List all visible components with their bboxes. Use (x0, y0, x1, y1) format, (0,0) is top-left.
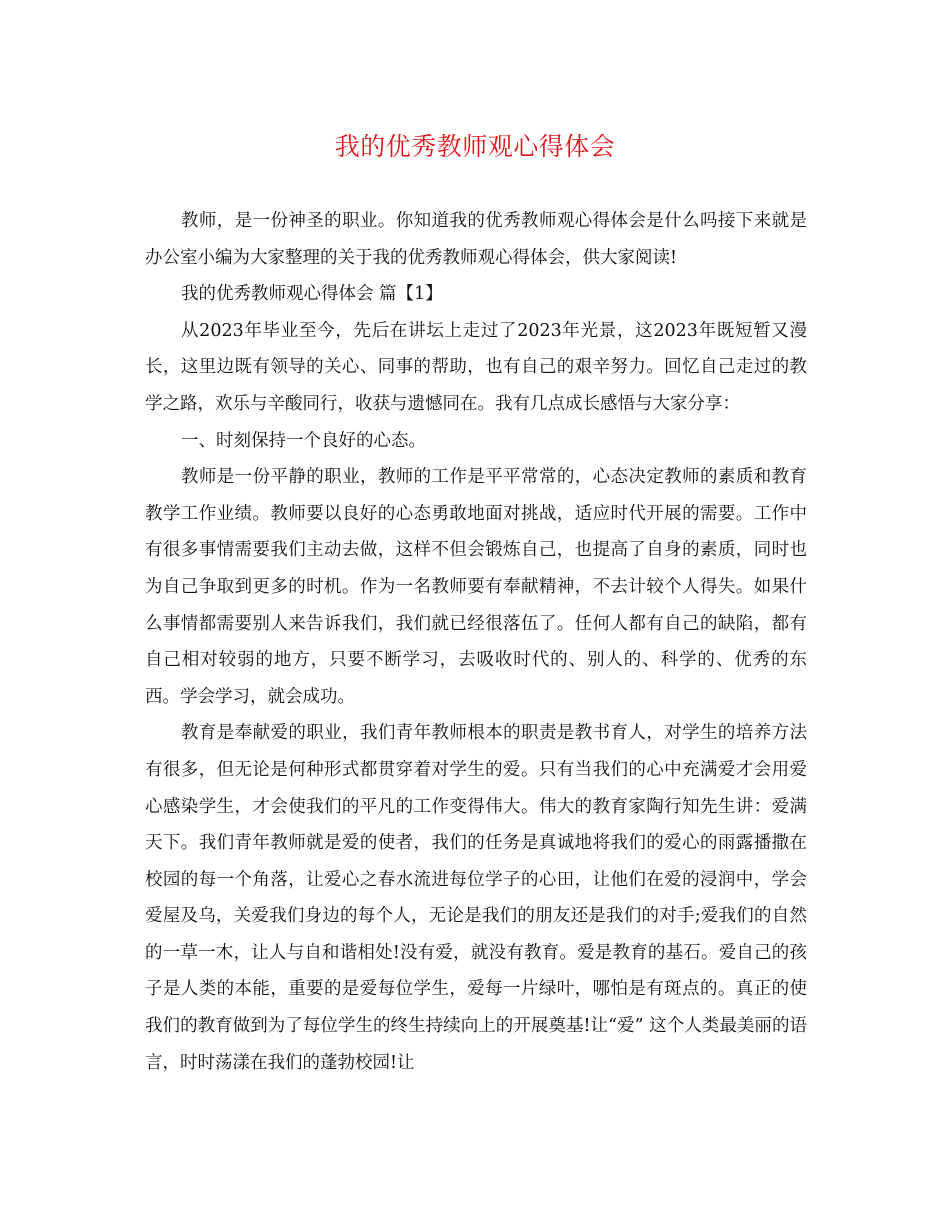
document-title: 我的优秀教师观心得体会 (334, 132, 616, 161)
point-heading: 一、时刻保持一个良好的心态。 (181, 430, 426, 451)
paragraph-experience: 从2023年毕业至今，先后在讲坛上走过了2023年光景，这2023年既短暂又漫长，这里边既有领导的关心、同事的帮助，也有自己的艰辛努力。回忆自己走过的教学之路，欢乐与辛酸同行，收获与遗憾同在。我有几点成长感悟与大家分享： (145, 320, 807, 414)
paragraph-love: 教育是奉献爱的职业，我们青年教师根本的职责是教书育人，对学生的培养方法有很多，但无论是何种形式都贯穿着对学生的爱。只有当我们的心中充满爱才会用爱心感染学生，才会使我们的平凡的工作变得伟大。伟大的教育家陶行知先生讲：爱满天下。我们青年教师就是爱的使者，我们的任务是真诚地将我们的爱心的雨露播撒在校园的每一个角落，让爱心之春水流进每位学子的心田，让他们在爱的浸润中，学会爱屋及乌，关爱我们身边的每个人，无论是我们的朋友还是我们的对手;爱我们的自然的一草一木，让人与自和谐相处!没有爱，就没有教育。爱是教育的基石。爱自己的孩子是人类的本能，重要的是爱每位学生，爱每一片绿叶，哪怕是有斑点的。真正的使我们的教育做到为了每位学生的终生持续向上的开展奠基!让“爱” 这个人类最美丽的语言，时时荡漾在我们的蓬勃校园!让 (145, 723, 807, 1073)
section-heading: 我的优秀教师观心得体会 篇【1】 (181, 284, 443, 305)
document-body (145, 203, 807, 1081)
paragraph-attitude: 教师是一份平静的职业，教师的工作是平平常常的，心态决定教师的素质和教育教学工作业绩。教师要以良好的心态勇敢地面对挑战，适应时代开展的需要。工作中有很多事情需要我们主动去做，这样不但会锻炼自己，也提高了自身的素质，同时也为自己争取到更多的时机。作为一名教师要有奉献精神，不去计较个人得失。如果什么事情都需要别人来告诉我们，我们就已经很落伍了。任何人都有自己的缺陷，都有自己相对较弱的地方，只要不断学习，去吸收时代的、别人的、科学的、优秀的东西。学会学习，就会成功。 (145, 467, 807, 707)
paragraph-intro: 教师，是一份神圣的职业。你知道我的优秀教师观心得体会是什么吗接下来就是办公室小编为大家整理的关于我的优秀教师观心得体会，供大家阅读! (145, 211, 807, 268)
